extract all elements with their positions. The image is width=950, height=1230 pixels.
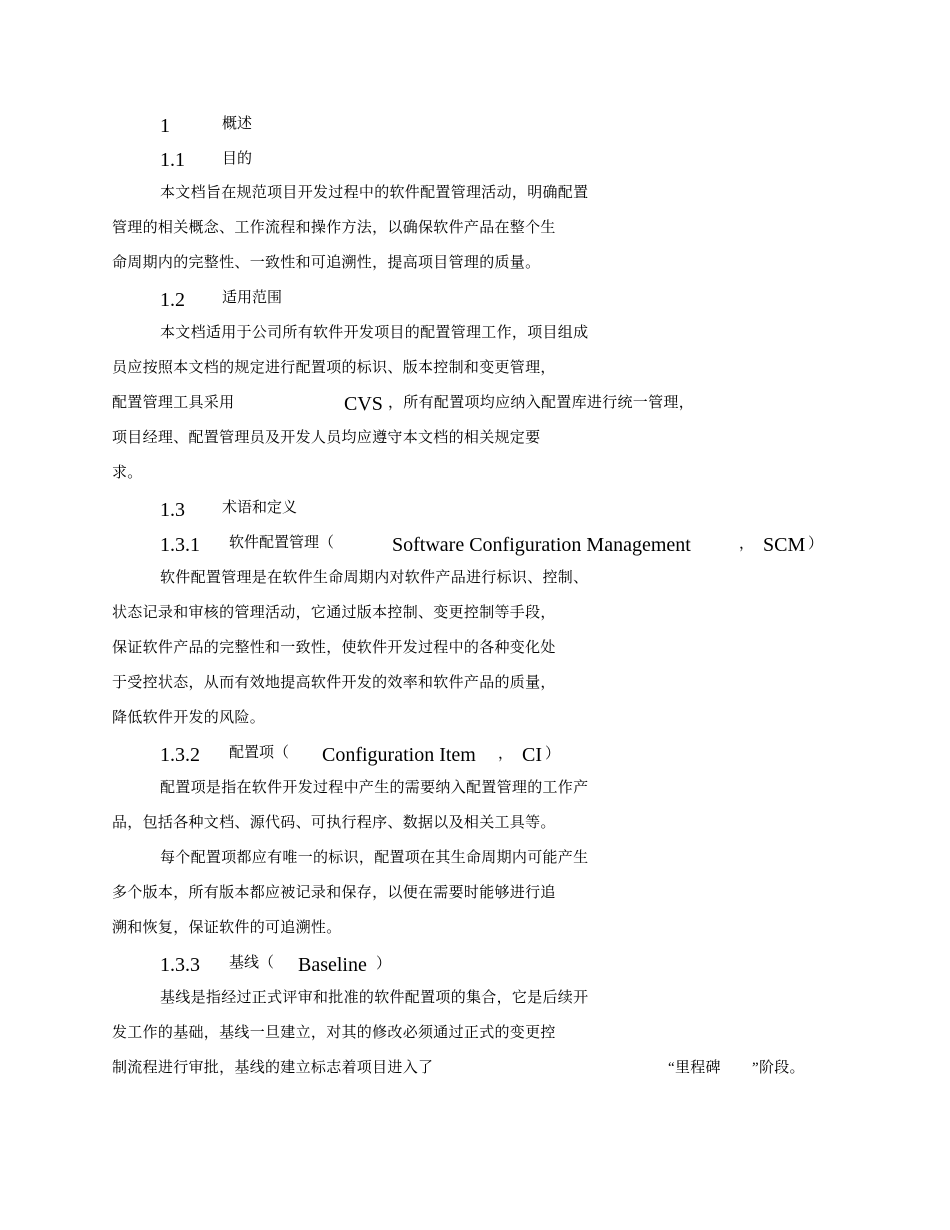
term-close-paren: ）	[376, 956, 392, 972]
section-1-3-title: 术语和定义	[222, 500, 298, 516]
paragraph-line: 保证软件产品的完整性和一致性，使软件开发过程中的各种变化处	[112, 640, 556, 656]
paragraph-line: 管理的相关概念、工作流程和操作方法，以确保软件产品在整个生	[112, 220, 556, 236]
section-1-3-2-english-term: Configuration Item	[322, 744, 476, 766]
section-1-title: 概述	[222, 116, 253, 132]
paragraph-line: 本文档适用于公司所有软件开发项目的配置管理工作，项目组成	[160, 325, 589, 341]
section-1-number: 1	[160, 115, 170, 137]
paragraph-line: 本文档旨在规范项目开发过程中的软件配置管理活动，明确配置	[160, 185, 589, 201]
paragraph-line: 配置管理工具采用	[112, 395, 235, 411]
section-1-3-number: 1.3	[160, 499, 185, 521]
paragraph-line: ”阶段。	[752, 1060, 805, 1076]
section-1-3-3-english-term: Baseline	[298, 954, 367, 976]
paragraph-line: ，所有配置项均应纳入配置库进行统一管理，	[388, 395, 695, 411]
section-1-3-3-number: 1.3.3	[160, 954, 200, 976]
paragraph-line: 求。	[112, 465, 143, 481]
paragraph-line: 配置项是指在软件开发过程中产生的需要纳入配置管理的工作产	[160, 780, 589, 796]
paragraph-line: 制流程进行审批，基线的建立标志着项目进入了	[112, 1060, 434, 1076]
section-1-1-title: 目的	[222, 151, 253, 167]
term-close-paren: ）	[545, 746, 561, 762]
paragraph-line: 软件配置管理是在软件生命周期内对软件产品进行标识、控制、	[160, 570, 589, 586]
tool-name-cvs: CVS	[344, 393, 383, 415]
paragraph-line: 发工作的基础，基线一旦建立，对其的修改必须通过正式的变更控	[112, 1025, 556, 1041]
section-1-3-1-english-term: Software Configuration Management	[392, 534, 691, 556]
paragraph-line: 基线是指经过正式评审和批准的软件配置项的集合，它是后续开	[160, 990, 589, 1006]
paragraph-line: 多个版本，所有版本都应被记录和保存，以便在需要时能够进行追	[112, 885, 556, 901]
term-close-paren: ）	[808, 536, 824, 552]
paragraph-line: 状态记录和审核的管理活动，它通过版本控制、变更控制等手段，	[112, 605, 556, 621]
section-1-1-number: 1.1	[160, 149, 185, 171]
section-1-3-1-title: 软件配置管理（	[229, 535, 335, 551]
section-1-3-2-number: 1.3.2	[160, 744, 200, 766]
paragraph-line: 项目经理、配置管理员及开发人员均应遵守本文档的相关规定要	[112, 430, 541, 446]
section-1-2-number: 1.2	[160, 289, 185, 311]
paragraph-line: 每个配置项都应有唯一的标识，配置项在其生命周期内可能产生	[160, 850, 589, 866]
section-1-3-2-abbreviation: CI	[522, 744, 542, 766]
paragraph-line: 员应按照本文档的规定进行配置项的标识、版本控制和变更管理，	[112, 360, 556, 376]
section-1-3-2-title: 配置项（	[229, 745, 290, 761]
quoted-term: “里程碑	[668, 1060, 721, 1076]
paragraph-line: 于受控状态，从而有效地提高软件开发的效率和软件产品的质量，	[112, 675, 556, 691]
term-separator: ，	[739, 536, 755, 552]
section-1-2-title: 适用范围	[222, 290, 283, 306]
section-1-3-3-title: 基线（	[229, 955, 275, 971]
paragraph-line: 溯和恢复，保证软件的可追溯性。	[112, 920, 342, 936]
paragraph-line: 命周期内的完整性、一致性和可追溯性，提高项目管理的质量。	[112, 255, 541, 271]
section-1-3-1-number: 1.3.1	[160, 534, 200, 556]
section-1-3-1-abbreviation: SCM	[763, 534, 806, 556]
paragraph-line: 品，包括各种文档、源代码、可执行程序、数据以及相关工具等。	[112, 815, 556, 831]
paragraph-line: 降低软件开发的风险。	[112, 710, 266, 726]
term-separator: ，	[498, 746, 514, 762]
